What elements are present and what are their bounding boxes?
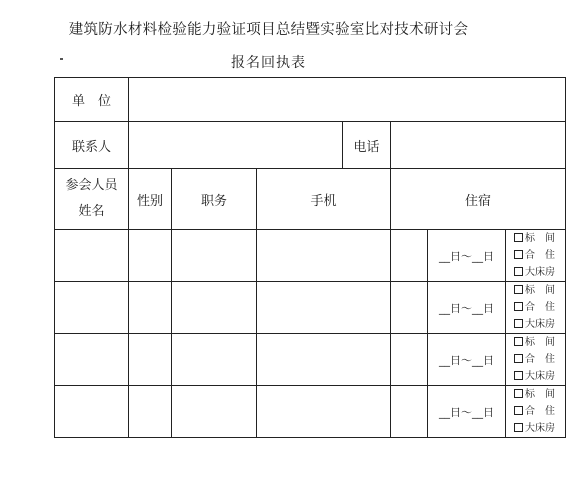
checkbox-icon[interactable]	[514, 389, 523, 398]
checkbox-icon[interactable]	[514, 267, 523, 276]
position-cell[interactable]	[172, 282, 257, 334]
contact-field[interactable]	[129, 122, 343, 169]
mobile-cell[interactable]	[257, 230, 391, 282]
phone-label: 电话	[343, 122, 391, 169]
checkbox-icon[interactable]	[514, 423, 523, 432]
lodging-blank	[391, 334, 428, 386]
attendee-row	[55, 282, 566, 334]
option-label: 标 间	[525, 337, 555, 348]
option-standard-room[interactable]	[514, 334, 565, 351]
gender-cell[interactable]	[129, 282, 172, 334]
name-cell[interactable]	[55, 386, 129, 438]
lodging-options	[506, 334, 566, 386]
lodging-dates[interactable]: __日～__日	[428, 386, 506, 438]
position-cell[interactable]	[172, 230, 257, 282]
mobile-cell[interactable]	[257, 334, 391, 386]
lodging-options	[506, 386, 566, 438]
lodging-blank	[391, 282, 428, 334]
option-label: 合 住	[525, 250, 555, 261]
document-subtitle: 报名回执表	[231, 55, 306, 71]
lodging-options	[506, 282, 566, 334]
option-king-room[interactable]	[514, 264, 565, 281]
gender-cell[interactable]	[129, 386, 172, 438]
lodging-dates[interactable]: __日～__日	[428, 230, 506, 282]
checkbox-icon[interactable]	[514, 354, 523, 363]
option-label: 大床房	[525, 319, 555, 330]
contact-label: 联系人	[55, 122, 129, 169]
option-label: 大床房	[525, 371, 555, 382]
mobile-cell[interactable]	[257, 282, 391, 334]
option-king-room[interactable]	[514, 420, 565, 437]
header-gender: 性别	[129, 169, 172, 230]
name-cell[interactable]	[55, 230, 129, 282]
position-cell[interactable]	[172, 386, 257, 438]
checkbox-icon[interactable]	[514, 233, 523, 242]
header-attendee-name	[55, 169, 129, 230]
lodging-dates[interactable]: __日～__日	[428, 282, 506, 334]
option-shared-room[interactable]	[514, 403, 565, 420]
name-cell[interactable]	[55, 334, 129, 386]
attendee-row	[55, 386, 566, 438]
unit-field[interactable]	[129, 78, 566, 122]
option-standard-room[interactable]	[514, 230, 565, 247]
option-label: 合 住	[525, 302, 555, 313]
option-shared-room[interactable]	[514, 247, 565, 264]
header-position: 职务	[172, 169, 257, 230]
option-standard-room[interactable]	[514, 282, 565, 299]
header-mobile: 手机	[257, 169, 391, 230]
option-standard-room[interactable]	[514, 386, 565, 403]
column-header-row	[55, 169, 566, 230]
option-label: 标 间	[525, 389, 555, 400]
gender-cell[interactable]	[129, 334, 172, 386]
option-king-room[interactable]	[514, 316, 565, 333]
lodging-options	[506, 230, 566, 282]
checkbox-icon[interactable]	[514, 302, 523, 311]
contact-row	[55, 122, 566, 169]
header-attendee-line1: 参会人员	[65, 178, 118, 193]
option-shared-room[interactable]	[514, 351, 565, 368]
attendee-row	[55, 334, 566, 386]
header-lodging: 住宿	[391, 169, 566, 230]
registration-form-table	[54, 77, 566, 438]
lodging-dates[interactable]: __日～__日	[428, 334, 506, 386]
header-attendee-line2: 姓名	[78, 204, 105, 219]
checkbox-icon[interactable]	[514, 371, 523, 380]
position-cell[interactable]	[172, 334, 257, 386]
phone-field[interactable]	[391, 122, 566, 169]
checkbox-icon[interactable]	[514, 319, 523, 328]
option-label: 标 间	[525, 285, 555, 296]
lodging-blank	[391, 230, 428, 282]
option-shared-room[interactable]	[514, 299, 565, 316]
gender-cell[interactable]	[129, 230, 172, 282]
attendee-row	[55, 230, 566, 282]
option-label: 合 住	[525, 406, 555, 417]
checkbox-icon[interactable]	[514, 285, 523, 294]
checkbox-icon[interactable]	[514, 337, 523, 346]
lodging-blank	[391, 386, 428, 438]
unit-row	[55, 78, 566, 122]
option-label: 大床房	[525, 267, 555, 278]
checkbox-icon[interactable]	[514, 250, 523, 259]
option-label: 大床房	[525, 423, 555, 434]
name-cell[interactable]	[55, 282, 129, 334]
option-label: 合 住	[525, 354, 555, 365]
checkbox-icon[interactable]	[514, 406, 523, 415]
option-king-room[interactable]	[514, 368, 565, 385]
unit-label: 单 位	[55, 78, 129, 122]
mobile-cell[interactable]	[257, 386, 391, 438]
document-title: 建筑防水材料检验能力验证项目总结暨实验室比对技术研讨会	[68, 22, 469, 38]
option-label: 标 间	[525, 233, 555, 244]
